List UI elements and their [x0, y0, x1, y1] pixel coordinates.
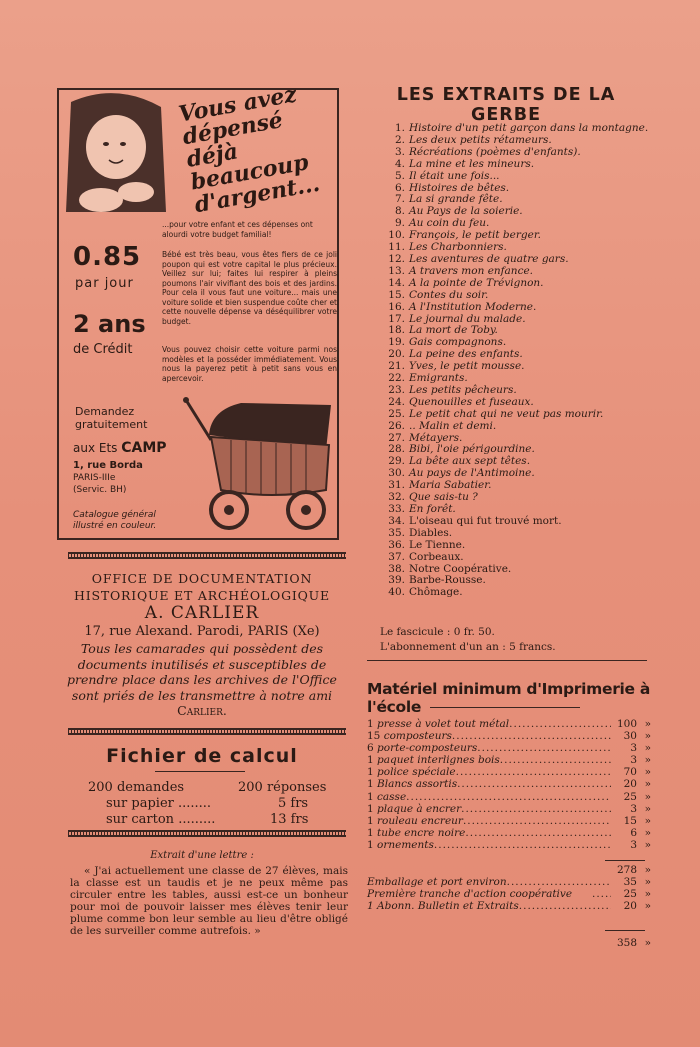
gerbe-item-title: Quenouilles et fuseaux. [409, 395, 534, 408]
gerbe-item-title: La mine et les mineurs. [409, 157, 535, 170]
gerbe-item-number: 38. [388, 562, 405, 575]
ad-slogan: Vous avez dépensé déjà beaucoup d'argent... [176, 81, 322, 219]
office-name: A. CARLIER [144, 603, 260, 623]
materiel-row [367, 718, 651, 730]
gerbe-list-item [367, 587, 652, 599]
materiel-item-price: 20 [623, 778, 637, 791]
materiel-item-quantity: 1 [367, 754, 378, 767]
gerbe-item-title: Histoire d'un petit garçon dans la montagne. [409, 122, 649, 134]
gerbe-item-title: Au Pays de la soierie. [409, 205, 523, 218]
leader-dots [509, 718, 611, 730]
gerbe-fascicule-price: Le fascicule : 0 fr. 50. [380, 626, 495, 638]
ad-address-line-3: (Servic. BH) [73, 485, 127, 495]
materiel-item-price: 6 [630, 826, 637, 839]
gerbe-list-item [367, 290, 652, 302]
materiel-row [367, 900, 651, 912]
gerbe-list [367, 123, 652, 599]
gerbe-item-title: Chômage. [409, 586, 463, 599]
gerbe-item-title: Au pays de l'Antimoine. [409, 467, 535, 480]
materiel-item-label [367, 876, 507, 888]
gerbe-item-title: Au coin du feu. [409, 217, 490, 230]
leader-dots [463, 815, 611, 827]
office-body [57, 641, 347, 719]
quote-mark: » [644, 718, 651, 730]
materiel-item-label [367, 839, 434, 851]
quote-mark: » [644, 838, 651, 851]
divider [367, 660, 647, 661]
gerbe-item-number: 13. [388, 264, 405, 277]
gerbe-item-title: Diables. [409, 526, 453, 539]
gerbe-item-title: Histoires de bêtes. [409, 181, 510, 194]
gerbe-item-title: Que sais-tu ? [409, 491, 478, 504]
leader-dots [406, 791, 611, 803]
subtotal-rule [605, 860, 645, 861]
quote-mark: » [644, 814, 651, 827]
gerbe-list-item [367, 278, 652, 290]
materiel-item-name: porte-composteurs [377, 742, 478, 755]
leader-dots [477, 742, 611, 754]
materiel-item-label [367, 730, 452, 742]
materiel-item-name: Emballage et port environ [367, 876, 507, 889]
gerbe-item-title: Yves, le petit mousse. [409, 360, 525, 373]
gerbe-item-number: 22. [388, 372, 405, 385]
fichier-row-2-right: 5 frs [278, 796, 309, 811]
gerbe-list-item [367, 421, 652, 433]
ad-address-line-1: 1, rue Borda [73, 460, 143, 471]
ad-request-free: Demandez gratuitement [75, 405, 148, 431]
fichier-row-3-left: sur carton ......... [106, 812, 216, 827]
gerbe-item-title: La bête aux sept têtes. [409, 455, 531, 468]
materiel-item-price: 35 [623, 876, 637, 889]
quote-mark: » [644, 864, 651, 876]
gerbe-item-number: 30. [388, 467, 405, 480]
gerbe-item-number: 33. [388, 503, 405, 515]
leader-dots [452, 730, 611, 742]
materiel-row [367, 827, 651, 839]
gerbe-item-number: 34. [388, 514, 405, 527]
gerbe-item-title: François, le petit berger. [409, 229, 542, 242]
letter-body: « J'ai actuellement une classe de 27 élèves, mais la classe est un taudis et je ne peux même pas circuler entre les tables, aussi est-ce un bonheur pour moi de pouvoir laisser mes élèves tenir leur plume comme bon leur semble au lieu d'être obligé de les surveiller comme autrefois. » [70, 865, 348, 937]
gerbe-item-number: 6. [394, 181, 405, 194]
materiel-row [367, 815, 651, 827]
materiel-item-name: paquet interlignes bois [377, 754, 500, 767]
ad-company [73, 440, 167, 456]
gerbe-item-title: A la pointe de Trévignon. [409, 276, 544, 289]
materiel-item-price: 3 [630, 754, 637, 767]
materiel-item-price: 3 [630, 742, 637, 755]
quote-mark: » [644, 778, 651, 791]
materiel-item-quantity: 1 [367, 814, 378, 827]
fichier-row-2-left: sur papier ........ [106, 796, 212, 811]
gerbe-item-title: Bibi, l'oie périgourdine. [409, 443, 535, 456]
gerbe-item-title: Gais compagnons. [409, 336, 507, 349]
leader-dots [457, 778, 611, 790]
gerbe-item-title: Contes du soir. [409, 288, 489, 301]
materiel-item-label [367, 827, 465, 839]
gerbe-item-number: 37. [388, 550, 405, 563]
materiel-item-quantity: 1 [367, 838, 378, 851]
materiel-list [367, 718, 651, 851]
materiel-row [367, 754, 651, 766]
gerbe-item-number: 26. [388, 419, 405, 432]
leader-dots [461, 803, 611, 815]
materiel-item-price: 3 [630, 802, 637, 815]
office-notice [57, 570, 347, 719]
gerbe-item-number: 17. [388, 312, 405, 325]
gerbe-item-number: 19. [388, 336, 405, 349]
ad-company-prefix: aux Ets [73, 441, 118, 455]
gerbe-item-number: 5. [394, 169, 405, 182]
leader-dots [500, 754, 611, 766]
quote-mark: » [644, 900, 651, 913]
materiel-row [367, 766, 651, 778]
materiel-item-price: 100 [616, 718, 637, 730]
gerbe-list-item [367, 266, 652, 278]
gerbe-item-number: 16. [388, 300, 405, 313]
quote-mark: » [644, 802, 651, 815]
baby-illustration [61, 92, 171, 212]
gerbe-item-number: 11. [388, 241, 405, 254]
quote-mark: » [644, 888, 651, 901]
materiel-item-label [367, 791, 406, 803]
materiel-row [367, 791, 651, 803]
office-line-1: OFFICE DE DOCUMENTATION [91, 571, 313, 586]
gerbe-item-number: 9. [394, 217, 405, 230]
gerbe-item-title: Corbeaux. [409, 550, 464, 563]
gerbe-item-title: Le petit chat qui ne veut pas mourir. [409, 407, 604, 420]
fichier-row-1-left: 200 demandes [88, 780, 185, 795]
materiel-item-quantity: 1 [367, 790, 378, 803]
gerbe-item-title: A l'Institution Moderne. [409, 300, 537, 313]
materiel-item-label [367, 815, 463, 827]
materiel-extra-list [367, 864, 651, 912]
materiel-item-price: 3 [630, 838, 637, 851]
leader-dots [519, 900, 611, 912]
gerbe-item-title: Récréations (poèmes d'enfants). [409, 145, 581, 158]
gerbe-item-number: 32. [388, 491, 405, 504]
materiel-item-name: tube encre noire [377, 826, 466, 839]
gerbe-item-number: 1. [394, 122, 405, 134]
leader-dots [507, 876, 611, 888]
materiel-item-quantity: 1 [367, 766, 378, 779]
gerbe-item-number: 31. [388, 479, 405, 492]
materiel-title-rule [430, 707, 580, 708]
pram-illustration [181, 395, 341, 535]
gerbe-item-number: 21. [388, 360, 405, 373]
materiel-item-price: 25 [623, 888, 637, 901]
divider [68, 728, 346, 735]
quote-mark: » [644, 826, 651, 839]
gerbe-item-title: A travers mon enfance. [409, 264, 534, 277]
gerbe-item-number: 39. [388, 574, 405, 587]
ad-address-line-2: PARIS-IIIe [73, 473, 116, 483]
ad-per-day: par jour [75, 276, 134, 291]
materiel-item-quantity: 1 [367, 718, 378, 730]
materiel-item-label [367, 742, 477, 754]
gerbe-item-number: 20. [388, 348, 405, 361]
gerbe-item-number: 8. [394, 205, 405, 218]
materiel-item-label [367, 803, 461, 815]
materiel-total-amount: 358 [616, 937, 637, 949]
gerbe-item-number: 18. [388, 324, 405, 337]
gerbe-item-title: Barbe-Rousse. [409, 574, 486, 587]
fichier-row-3-right: 13 frs [270, 812, 309, 827]
gerbe-item-number: 14. [388, 276, 405, 289]
gerbe-item-number: 36. [388, 538, 405, 551]
gerbe-item-title: La peine des enfants. [409, 348, 523, 361]
materiel-row [367, 742, 651, 754]
quote-mark: » [644, 790, 651, 803]
materiel-item-name: rouleau encreur [377, 814, 463, 827]
ad-catalog: Catalogue général illustré en couleur. [73, 510, 157, 531]
materiel-item-name: casse [377, 790, 407, 803]
ad-body-2: Vous pouvez choisir cette voiture parmi nos modèles et la posséder immédiatement. Vous nous la payerez petit à petit sans vous en apercevoir. [162, 345, 337, 383]
gerbe-list-item [367, 147, 652, 159]
office-line-2: HISTORIQUE ET ARCHÉOLOGIQUE [74, 588, 330, 603]
materiel-item-name: presse à volet tout métal [377, 718, 510, 730]
materiel-item-price: 25 [623, 790, 637, 803]
ad-body: Bébé est très beau, vous êtes fiers de ce joli poupon qui est votre capital le plus précieux. Veillez sur lui; faites lui respirer à pleins poumons l'air vivifiant des bois et des jardins. Pour cela il vous faut une voiture... mais une voiture solide et bien suspendue coûte cher et cette nouvelle dépense va déséquilibrer votre budget. [162, 250, 337, 326]
gerbe-item-title: Le Tienne. [409, 538, 466, 551]
materiel-row [367, 888, 651, 900]
quote-mark: » [644, 766, 651, 779]
gerbe-item-number: 24. [388, 395, 405, 408]
ad-address [73, 460, 143, 496]
gerbe-item-number: 27. [388, 431, 405, 444]
ad-credit-years: 2 ans [73, 310, 146, 338]
gerbe-item-number: 2. [394, 133, 405, 146]
gerbe-item-number: 35. [388, 526, 405, 539]
divider [68, 552, 346, 559]
leader-dots [456, 766, 611, 778]
gerbe-item-title: Le journal du malade. [409, 312, 526, 325]
office-address: 17, rue Alexand. Parodi, PARIS (Xe) [84, 624, 320, 639]
gerbe-item-number: 25. [388, 407, 405, 420]
total-rule [605, 930, 645, 931]
gerbe-item-title: L'oiseau qui fut trouvé mort. [409, 514, 562, 527]
gerbe-item-number: 23. [388, 383, 405, 396]
gerbe-item-title: Notre Coopérative. [409, 562, 512, 575]
materiel-title: Matériel minimum d'Imprimerie à l'école [367, 680, 651, 716]
pram-advertisement [57, 81, 339, 540]
materiel-item-label [367, 900, 519, 912]
divider [68, 830, 346, 837]
ad-company-name: CAMP [121, 440, 167, 456]
materiel-item-label [367, 766, 456, 778]
ad-credit-label: de Crédit [73, 342, 133, 357]
materiel-item-quantity: 15 [367, 730, 384, 743]
leader-dots [434, 839, 611, 851]
gerbe-item-number: 12. [388, 252, 405, 265]
gerbe-item-number: 40. [388, 586, 405, 599]
quote-mark: » [644, 937, 651, 949]
quote-mark: » [644, 876, 651, 889]
gerbe-list-item [367, 302, 652, 314]
gerbe-item-number: 7. [394, 193, 405, 206]
leader-dots [465, 827, 611, 839]
gerbe-item-title: Métayers. [409, 431, 463, 444]
quote-mark: » [644, 754, 651, 767]
fichier-row-1-right: 200 réponses [238, 780, 327, 795]
letter-text [70, 865, 348, 937]
gerbe-list-item [367, 171, 652, 183]
quote-mark: » [644, 742, 651, 755]
gerbe-item-title: La si grande fête. [409, 193, 503, 206]
gerbe-list-item [367, 552, 652, 564]
gerbe-list-item [367, 540, 652, 552]
materiel-item-quantity: 1 [367, 778, 378, 791]
materiel-item-price: 15 [623, 814, 637, 827]
materiel-item-label [367, 718, 509, 730]
materiel-item-price: 70 [623, 766, 637, 779]
gerbe-item-number: 10. [388, 229, 405, 242]
materiel-row [367, 839, 651, 851]
gerbe-item-number: 15. [388, 288, 405, 301]
gerbe-item-title: Les Charbonniers. [409, 241, 507, 254]
materiel-item-name: plaque à encrer [377, 802, 462, 815]
gerbe-list-item [367, 409, 652, 421]
ad-intro: ...pour votre enfant et ces dépenses ont alourdi votre budget familial! [162, 220, 313, 239]
materiel-item-price: 20 [623, 900, 637, 913]
gerbe-item-title: Les aventures de quatre gars. [409, 252, 569, 265]
gerbe-item-number: 4. [394, 157, 405, 170]
office-body-text: Tous les camarades qui possèdent des documents inutilisés et susceptibles de prendre place dans les archives de l'Office sont priés de les transmettre à notre ami [67, 641, 337, 703]
materiel-item-label [367, 754, 500, 766]
gerbe-item-title: Il était une fois... [409, 169, 500, 182]
gerbe-item-number: 28. [388, 443, 405, 456]
gerbe-item-title: En forêt. [409, 503, 456, 515]
office-contact-name: Carlier. [177, 703, 227, 718]
materiel-subtotal-amount: 278 [616, 864, 637, 876]
gerbe-title: LES EXTRAITS DE LA GERBE [396, 85, 616, 125]
quote-mark: » [644, 730, 651, 743]
gerbe-list-item [367, 528, 652, 540]
materiel-item-name: police spéciale [377, 766, 456, 779]
materiel-item-name: 1 Abonn. Bulletin et Extraits [367, 900, 519, 913]
gerbe-list-item [367, 397, 652, 409]
gerbe-item-title: Les deux petits rétameurs. [409, 133, 552, 146]
materiel-item-name: ornements [377, 838, 434, 851]
gerbe-item-title: .. Malin et demi. [409, 419, 497, 432]
gerbe-item-title: Emigrants. [409, 372, 468, 385]
gerbe-subscription-price: L'abonnement d'un an : 5 francs. [380, 641, 556, 653]
gerbe-item-number: 3. [394, 145, 405, 158]
materiel-subtotal [367, 864, 651, 876]
letter-title: Extrait d'une lettre : [150, 850, 254, 861]
leader-dots [592, 888, 611, 900]
materiel-row [367, 730, 651, 742]
materiel-row [367, 803, 651, 815]
gerbe-item-number: 29. [388, 455, 405, 468]
materiel-item-quantity: 1 [367, 802, 378, 815]
fichier-title: Fichier de calcul [106, 745, 298, 767]
materiel-row [367, 876, 651, 888]
materiel-row [367, 778, 651, 790]
materiel-item-quantity: 6 [367, 742, 378, 755]
materiel-total [600, 937, 651, 949]
materiel-item-quantity: 1 [367, 826, 378, 839]
gerbe-item-title: Les petits pêcheurs. [409, 383, 517, 396]
ad-price: 0.85 [73, 242, 142, 272]
materiel-item-name: Blancs assortis [377, 778, 458, 791]
fichier-title-rule [155, 771, 245, 772]
materiel-item-price: 30 [623, 730, 637, 743]
materiel-item-label [367, 778, 457, 790]
gerbe-item-title: Maria Sabatier. [409, 479, 492, 492]
gerbe-item-title: La mort de Toby. [409, 324, 498, 337]
materiel-item-name: composteurs [383, 730, 452, 743]
gerbe-list-item [367, 159, 652, 171]
materiel-item-label [367, 888, 592, 900]
materiel-item-name: Première tranche d'action coopérative [367, 888, 573, 901]
